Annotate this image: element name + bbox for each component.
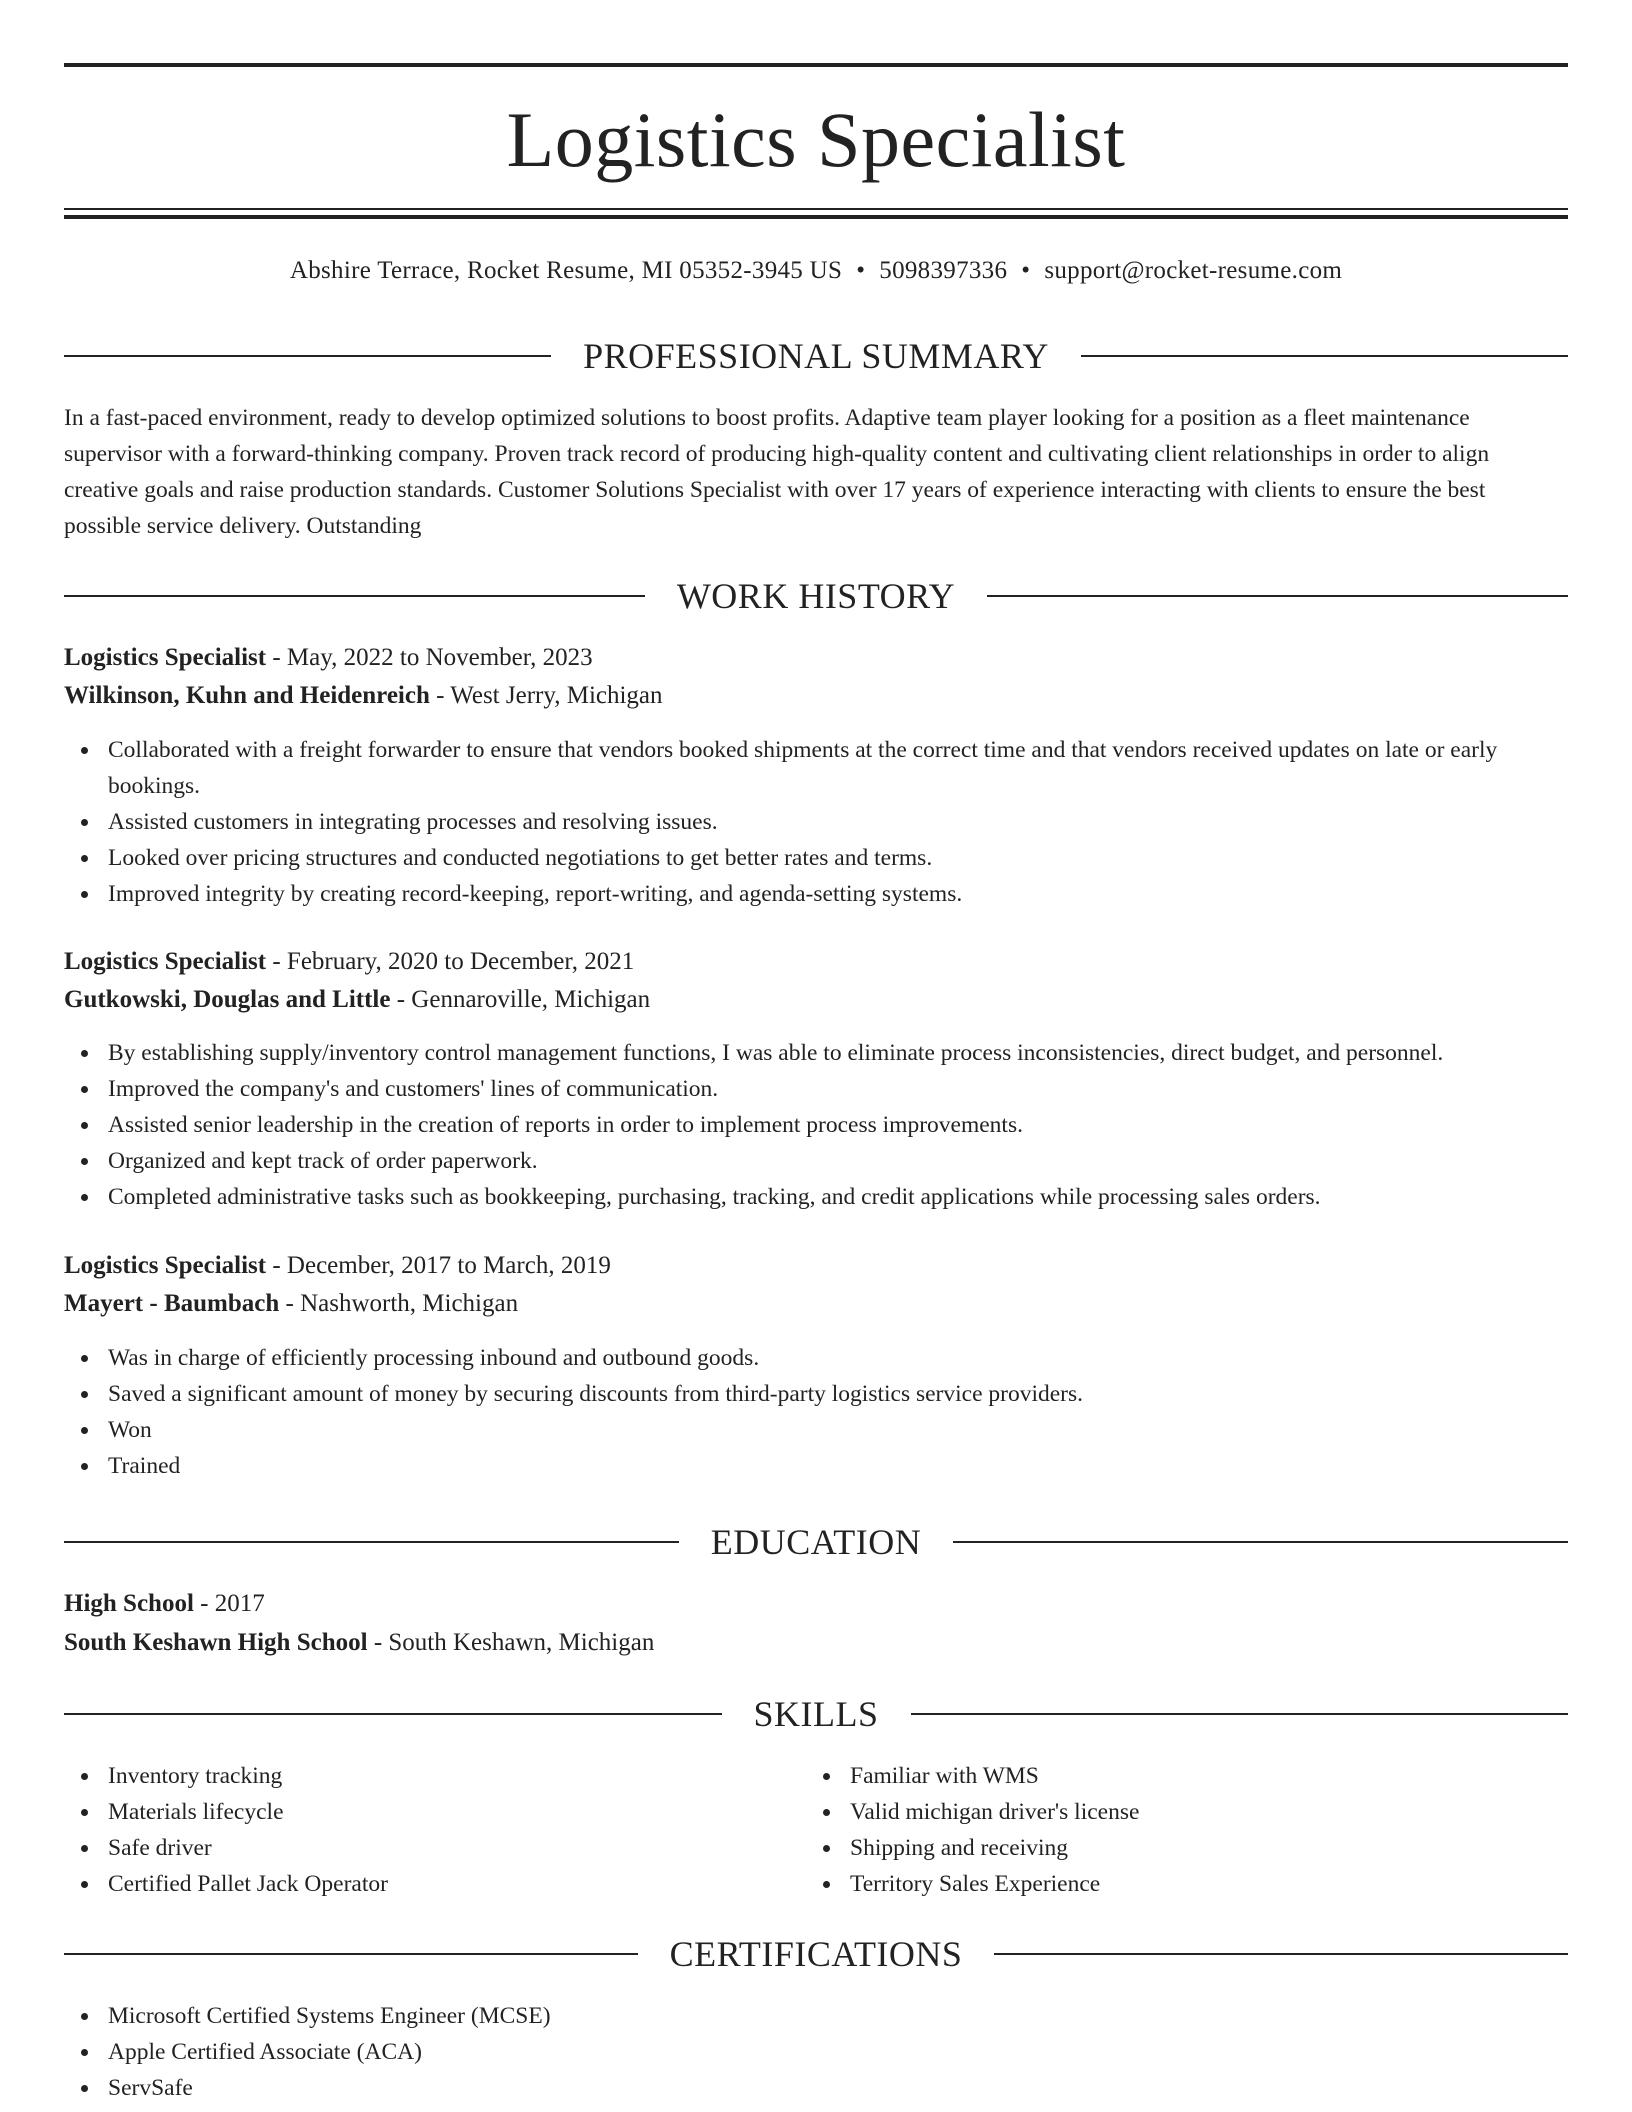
list-item: By establishing supply/inventory control management functions, I was able to eliminate process inconsistencies, direct budget, and personnel. (64, 1035, 1568, 1071)
list-item: Completed administrative tasks such as bookkeeping, purchasing, tracking, and credit applications while processing sales orders. (64, 1179, 1568, 1215)
job-company: Gutkowski, Douglas and Little (64, 986, 391, 1013)
section-heading-label: EDUCATION (710, 1522, 922, 1562)
education-year: - 2017 (193, 1590, 265, 1617)
heading-rule-right (994, 1953, 1568, 1955)
certifications-list (64, 1998, 1568, 2106)
education-degree: High School (64, 1590, 194, 1617)
skill-item: Valid michigan driver's license (806, 1794, 1506, 1830)
list-item: Trained (64, 1448, 1568, 1484)
heading-rule-right (1081, 355, 1568, 357)
list-item: Looked over pricing structures and conducted negotiations to get better rates and terms. (64, 840, 1568, 876)
job-company: Wilkinson, Kuhn and Heidenreich (64, 682, 430, 709)
heading-rule-left (64, 1953, 638, 1955)
list-item: Was in charge of efficiently processing inbound and outbound goods. (64, 1340, 1568, 1376)
job-1-company-line (64, 678, 1568, 714)
heading-rule-left (64, 355, 551, 357)
list-item: Saved a significant amount of money by securing discounts from third-party logistics service providers. (64, 1376, 1568, 1412)
education-school-line (64, 1625, 1568, 1661)
certification-item: ServSafe (64, 2070, 1568, 2106)
job-2-title-line (64, 944, 1568, 980)
contact-separator: • (856, 257, 866, 284)
header-rule-lower (64, 215, 1568, 219)
education-degree-line (64, 1586, 1568, 1622)
list-item: Improved integrity by creating record-keeping, report-writing, and agenda-setting systems. (64, 876, 1568, 912)
job-location: - West Jerry, Michigan (429, 682, 663, 709)
job-3-bullets (64, 1340, 1568, 1484)
list-item: Collaborated with a freight forwarder to ensure that vendors booked shipments at the correct time and that vendors received updates on late or early bookings. (64, 732, 1568, 804)
section-heading-summary (64, 334, 1568, 378)
header-top-rule (64, 63, 1568, 67)
heading-rule-left (64, 1713, 722, 1715)
job-3-title-line (64, 1248, 1568, 1284)
job-2-company-line (64, 982, 1568, 1018)
skill-item: Materials lifecycle (64, 1794, 764, 1830)
job-title: Logistics Specialist (64, 1252, 267, 1279)
job-location: - Nashworth, Michigan (279, 1290, 519, 1317)
section-heading-label: PROFESSIONAL SUMMARY (583, 336, 1049, 376)
resume-title: Logistics Specialist (506, 96, 1126, 183)
certification-item: Microsoft Certified Systems Engineer (MCSE) (64, 1998, 1568, 2034)
section-heading-education (64, 1520, 1568, 1564)
job-title: Logistics Specialist (64, 948, 267, 975)
job-dates: - May, 2022 to November, 2023 (266, 644, 593, 671)
section-heading-label: SKILLS (753, 1694, 879, 1734)
heading-rule-left (64, 595, 645, 597)
job-1-bullets (64, 732, 1568, 912)
skill-item: Territory Sales Experience (806, 1866, 1506, 1902)
list-item: Won (64, 1412, 1568, 1448)
education-location: - South Keshawn, Michigan (367, 1629, 655, 1656)
contact-email: support@rocket-resume.com (1044, 257, 1343, 284)
skill-item: Shipping and receiving (806, 1830, 1506, 1866)
section-heading-label: CERTIFICATIONS (669, 1934, 963, 1974)
section-heading-label: WORK HISTORY (676, 576, 956, 616)
contact-line (64, 254, 1568, 288)
heading-rule-right (987, 595, 1568, 597)
skill-item: Inventory tracking (64, 1758, 764, 1794)
skill-item: Certified Pallet Jack Operator (64, 1866, 764, 1902)
job-company: Mayert - Baumbach (64, 1290, 280, 1317)
education-school: South Keshawn High School (64, 1629, 368, 1656)
job-title: Logistics Specialist (64, 644, 267, 671)
summary-paragraph: In a fast-paced environment, ready to develop optimized solutions to boost profits. Adaptive team player looking for a position as a fleet maintenance supervisor with a forward-thinking company. Proven track record of producing high-quality content and cultivating client relationships in order to align creative goals and raise production standards. Customer Solutions Specialist with over 17 years of experience interacting with clients to ensure the best possible service delivery. Outstanding (64, 405, 1490, 539)
skills-list-left (64, 1758, 764, 1902)
section-heading-certifications (64, 1932, 1568, 1976)
list-item: Assisted customers in integrating processes and resolving issues. (64, 804, 1568, 840)
skill-item: Familiar with WMS (806, 1758, 1506, 1794)
heading-rule-left (64, 1541, 679, 1543)
job-dates: - December, 2017 to March, 2019 (266, 1252, 611, 1279)
contact-phone: 5098397336 (879, 257, 1008, 284)
job-2-bullets (64, 1035, 1568, 1215)
section-heading-work-history (64, 574, 1568, 618)
section-heading-skills (64, 1692, 1568, 1736)
job-dates: - February, 2020 to December, 2021 (266, 948, 635, 975)
certification-item: Apple Certified Associate (ACA) (64, 2034, 1568, 2070)
list-item: Improved the company's and customers' lines of communication. (64, 1071, 1568, 1107)
job-3-company-line (64, 1286, 1568, 1322)
contact-address: Abshire Terrace, Rocket Resume, MI 05352-3945 US (289, 257, 843, 284)
contact-separator: • (1021, 257, 1031, 284)
header-rule-upper (64, 208, 1568, 210)
heading-rule-right (953, 1541, 1568, 1543)
list-item: Assisted senior leadership in the creation of reports in order to implement process improvements. (64, 1107, 1568, 1143)
skill-item: Safe driver (64, 1830, 764, 1866)
job-1-title-line (64, 640, 1568, 676)
list-item: Organized and kept track of order paperwork. (64, 1143, 1568, 1179)
skills-list-right (806, 1758, 1506, 1902)
job-location: - Gennaroville, Michigan (390, 986, 651, 1013)
heading-rule-right (911, 1713, 1569, 1715)
